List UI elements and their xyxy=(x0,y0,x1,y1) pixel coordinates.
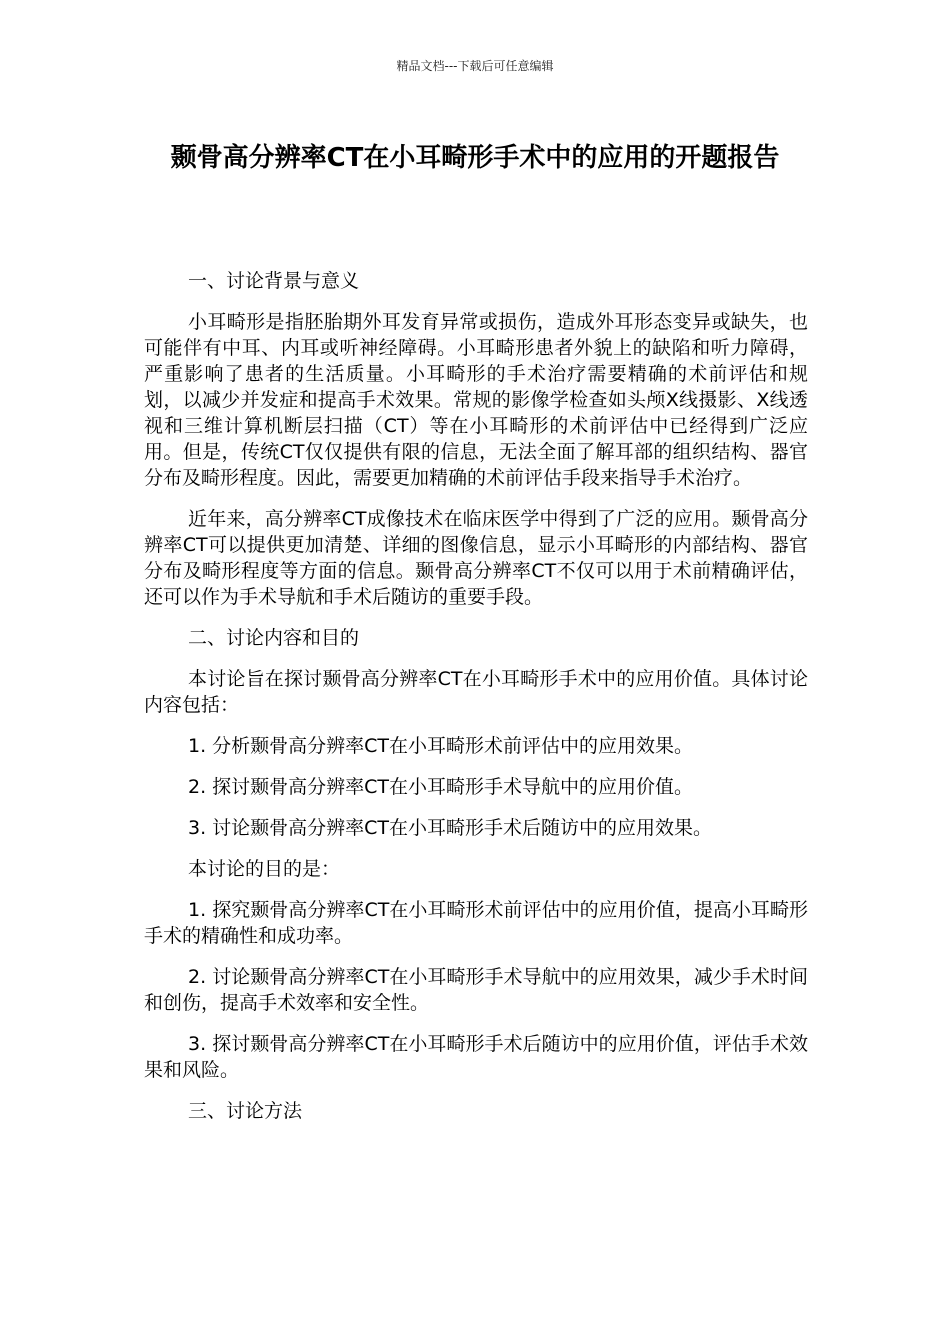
section-heading-content: 二、讨论内容和目的 xyxy=(188,627,360,649)
list-item-content-2: 2. 探讨颞骨高分辨率CT在小耳畸形手术导航中的应用价值。 xyxy=(188,776,694,798)
section-heading-background: 一、讨论背景与意义 xyxy=(188,270,360,292)
section-heading-method: 三、讨论方法 xyxy=(188,1100,303,1122)
paragraph-content-intro: 本讨论旨在探讨颞骨高分辨率CT在小耳畸形手术中的应用价值。具体讨论内容包括： xyxy=(144,668,808,716)
paragraph-purpose-intro: 本讨论的目的是： xyxy=(188,858,341,880)
paragraph-background-2: 近年来，高分辨率CT成像技术在临床医学中得到了广泛的应用。颞骨高分辨率CT可以提供更加清楚、详细的图像信息，显示小耳畸形的内部结构、器官分布及畸形程度等方面的信息。颞骨高分辨率CT不仅可以用于术前精确评估，还可以作为手术导航和手术后随访的重要手段。 xyxy=(144,508,808,608)
paragraph-background-1: 小耳畸形是指胚胎期外耳发育异常或损伤，造成外耳形态变异或缺失，也可能伴有中耳、内耳或听神经障碍。小耳畸形患者外貌上的缺陷和听力障碍，严重影响了患者的生活质量。小耳畸形的手术治疗需要精确的术前评估和规划，以减少并发症和提高手术效果。常规的影像学检查如头颅X线摄影、X线透视和三维计算机断层扫描（CT）等在小耳畸形的术前评估中已经得到广泛应用。但是，传统CT仅仅提供有限的信息，无法全面了解耳部的组织结构、器官分布及畸形程度。因此，需要更加精确的术前评估手段来指导手术治疗。 xyxy=(144,311,808,489)
list-item-purpose-1: 1. 探究颞骨高分辨率CT在小耳畸形术前评估中的应用价值，提高小耳畸形手术的精确性和成功率。 xyxy=(144,899,808,947)
list-item-purpose-2: 2. 讨论颞骨高分辨率CT在小耳畸形手术导航中的应用效果，减少手术时间和创伤，提高手术效率和安全性。 xyxy=(144,966,808,1014)
list-item-purpose-3: 3. 探讨颞骨高分辨率CT在小耳畸形手术后随访中的应用价值，评估手术效果和风险。 xyxy=(144,1033,808,1081)
document-body xyxy=(144,268,808,1139)
document-title: 颞骨高分辨率CT在小耳畸形手术中的应用的开题报告 xyxy=(170,143,780,173)
page-header: 精品文档---下载后可任意编辑 xyxy=(396,59,554,73)
list-item-content-3: 3. 讨论颞骨高分辨率CT在小耳畸形手术后随访中的应用效果。 xyxy=(188,817,713,839)
list-item-content-1: 1. 分析颞骨高分辨率CT在小耳畸形术前评估中的应用效果。 xyxy=(188,735,694,757)
